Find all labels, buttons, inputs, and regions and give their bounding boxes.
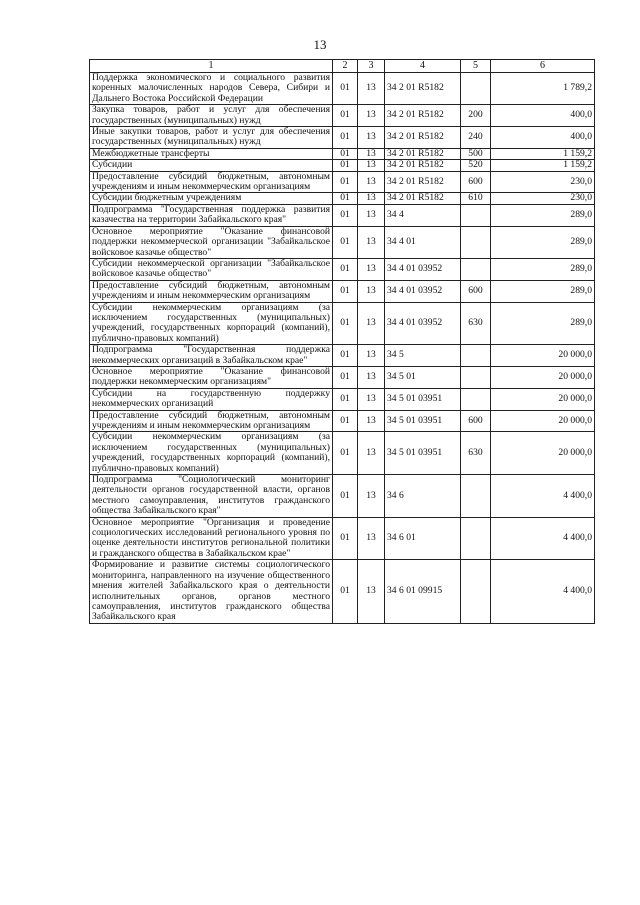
subsection-code-cell: 13 — [358, 475, 385, 518]
subsection-code-cell: 13 — [358, 193, 385, 204]
row-name-cell: Субсидии бюджетным учреждениям — [90, 193, 333, 204]
amount-cell: 400,0 — [491, 127, 595, 149]
section-code-cell: 01 — [333, 410, 358, 432]
target-article-cell: 34 5 01 03951 — [385, 432, 461, 475]
expense-type-cell: 240 — [461, 127, 491, 149]
target-article-cell: 34 4 01 — [385, 226, 461, 258]
amount-cell: 1 159,2 — [491, 148, 595, 159]
amount-cell: 1 789,2 — [491, 73, 595, 105]
row-name-cell: Закупка товаров, работ и услуг для обеспечения государственных (муниципальных) нужд — [90, 105, 333, 127]
section-code-cell: 01 — [333, 345, 358, 367]
target-article-cell: 34 4 01 03952 — [385, 280, 461, 302]
expense-type-cell: 630 — [461, 432, 491, 475]
amount-cell: 289,0 — [491, 226, 595, 258]
subsection-code-cell: 13 — [358, 517, 385, 560]
table-row — [90, 226, 595, 258]
amount-cell: 1 159,2 — [491, 160, 595, 171]
table-header-row — [90, 60, 595, 73]
target-article-cell: 34 5 01 03951 — [385, 410, 461, 432]
subsection-code-cell: 13 — [358, 127, 385, 149]
amount-cell: 20 000,0 — [491, 345, 595, 367]
amount-cell: 20 000,0 — [491, 366, 595, 388]
expense-type-cell: 600 — [461, 171, 491, 193]
expense-type-cell — [461, 226, 491, 258]
amount-cell: 4 400,0 — [491, 475, 595, 518]
row-name-cell: Субсидии на государственную поддержку некоммерческих организаций — [90, 388, 333, 410]
table-row — [90, 432, 595, 475]
column-header: 6 — [491, 60, 595, 73]
target-article-cell: 34 2 01 R5182 — [385, 73, 461, 105]
table-row — [90, 560, 595, 623]
section-code-cell: 01 — [333, 193, 358, 204]
table-row — [90, 105, 595, 127]
column-header: 5 — [461, 60, 491, 73]
target-article-cell: 34 6 01 09915 — [385, 560, 461, 623]
amount-cell: 20 000,0 — [491, 432, 595, 475]
amount-cell: 4 400,0 — [491, 560, 595, 623]
row-name-cell: Основное мероприятие "Оказание финансовой поддержки некоммерческим организациям" — [90, 366, 333, 388]
subsection-code-cell: 13 — [358, 171, 385, 193]
section-code-cell: 01 — [333, 258, 358, 280]
subsection-code-cell: 13 — [358, 160, 385, 171]
target-article-cell: 34 5 01 03951 — [385, 388, 461, 410]
target-article-cell: 34 2 01 R5182 — [385, 160, 461, 171]
expense-type-cell: 200 — [461, 105, 491, 127]
subsection-code-cell: 13 — [358, 148, 385, 159]
section-code-cell: 01 — [333, 226, 358, 258]
target-article-cell: 34 2 01 R5182 — [385, 193, 461, 204]
page-number: 13 — [313, 37, 327, 52]
section-code-cell: 01 — [333, 171, 358, 193]
expense-type-cell — [461, 204, 491, 226]
row-name-cell: Субсидии некоммерческим организациям (за исключением государственных (муниципальных) учреждений, государственных корпораций (компаний), публично-правовых компаний) — [90, 302, 333, 345]
row-name-cell: Межбюджетные трансферты — [90, 148, 333, 159]
expense-type-cell: 520 — [461, 160, 491, 171]
row-name-cell: Предоставление субсидий бюджетным, автономным учреждениям и иным некоммерческим организациям — [90, 410, 333, 432]
section-code-cell: 01 — [333, 127, 358, 149]
expense-type-cell: 610 — [461, 193, 491, 204]
target-article-cell: 34 4 01 03952 — [385, 302, 461, 345]
expense-type-cell — [461, 258, 491, 280]
target-article-cell: 34 6 01 — [385, 517, 461, 560]
section-code-cell: 01 — [333, 302, 358, 345]
row-name-cell: Поддержка экономического и социального развития коренных малочисленных народов Севера, Сибири и Дальнего Востока Российской Федерации — [90, 73, 333, 105]
subsection-code-cell: 13 — [358, 302, 385, 345]
amount-cell: 289,0 — [491, 258, 595, 280]
row-name-cell: Основное мероприятие "Организация и проведение социологических исследований регионального уровня по оценке деятельности институтов региональной политики и гражданского общества в Забайкальском крае" — [90, 517, 333, 560]
expense-type-cell: 600 — [461, 280, 491, 302]
table-row — [90, 160, 595, 171]
row-name-cell: Иные закупки товаров, работ и услуг для обеспечения государственных (муниципальных) нужд — [90, 127, 333, 149]
target-article-cell: 34 5 — [385, 345, 461, 367]
table-row — [90, 517, 595, 560]
amount-cell: 20 000,0 — [491, 410, 595, 432]
target-article-cell: 34 2 01 R5182 — [385, 148, 461, 159]
expense-type-cell — [461, 73, 491, 105]
table-row — [90, 73, 595, 105]
expense-type-cell — [461, 366, 491, 388]
table-row — [90, 127, 595, 149]
section-code-cell: 01 — [333, 148, 358, 159]
table-row — [90, 302, 595, 345]
table-row — [90, 345, 595, 367]
section-code-cell: 01 — [333, 280, 358, 302]
column-header: 1 — [90, 60, 333, 73]
subsection-code-cell: 13 — [358, 226, 385, 258]
column-header: 2 — [333, 60, 358, 73]
column-header: 4 — [385, 60, 461, 73]
table-row — [90, 475, 595, 518]
expense-type-cell — [461, 345, 491, 367]
table-body — [90, 73, 595, 624]
table-row — [90, 148, 595, 159]
subsection-code-cell: 13 — [358, 432, 385, 475]
table-row — [90, 258, 595, 280]
table-row — [90, 366, 595, 388]
row-name-cell: Формирование и развитие системы социологического мониторинга, направленного на изучение общественного мнения жителей Забайкальского края о деятельности исполнительных органов, органов местного самоуправления, институтов гражданского общества Забайкальского края — [90, 560, 333, 623]
table-row — [90, 204, 595, 226]
column-header: 3 — [358, 60, 385, 73]
amount-cell: 230,0 — [491, 193, 595, 204]
table-row — [90, 171, 595, 193]
amount-cell: 20 000,0 — [491, 388, 595, 410]
subsection-code-cell: 13 — [358, 366, 385, 388]
target-article-cell: 34 2 01 R5182 — [385, 127, 461, 149]
expense-type-cell — [461, 475, 491, 518]
expense-type-cell — [461, 517, 491, 560]
target-article-cell: 34 2 01 R5182 — [385, 171, 461, 193]
target-article-cell: 34 6 — [385, 475, 461, 518]
subsection-code-cell: 13 — [358, 410, 385, 432]
subsection-code-cell: 13 — [358, 105, 385, 127]
table-row — [90, 193, 595, 204]
amount-cell: 289,0 — [491, 302, 595, 345]
subsection-code-cell: 13 — [358, 258, 385, 280]
subsection-code-cell: 13 — [358, 280, 385, 302]
row-name-cell: Основное мероприятие "Оказание финансовой поддержки некоммерческой организации "Забайкальское войсковое казачье общество" — [90, 226, 333, 258]
row-name-cell: Субсидии некоммерческой организации "Забайкальское войсковое казачье общество" — [90, 258, 333, 280]
section-code-cell: 01 — [333, 517, 358, 560]
section-code-cell: 01 — [333, 366, 358, 388]
amount-cell: 4 400,0 — [491, 517, 595, 560]
table-row — [90, 280, 595, 302]
row-name-cell: Подпрограмма "Социологический мониторинг деятельности органов государственной власти, органов местного самоуправления, институтов гражданского общества Забайкальского края" — [90, 475, 333, 518]
target-article-cell: 34 4 01 03952 — [385, 258, 461, 280]
expense-type-cell: 500 — [461, 148, 491, 159]
section-code-cell: 01 — [333, 432, 358, 475]
budget-table — [89, 59, 595, 624]
amount-cell: 289,0 — [491, 204, 595, 226]
row-name-cell: Субсидии — [90, 160, 333, 171]
row-name-cell: Подпрограмма "Государственная поддержка развития казачества на территории Забайкальского края" — [90, 204, 333, 226]
section-code-cell: 01 — [333, 388, 358, 410]
subsection-code-cell: 13 — [358, 73, 385, 105]
amount-cell: 400,0 — [491, 105, 595, 127]
amount-cell: 230,0 — [491, 171, 595, 193]
row-name-cell: Субсидии некоммерческим организациям (за исключением государственных (муниципальных) учреждений, государственных корпораций (компаний), публично-правовых компаний) — [90, 432, 333, 475]
section-code-cell: 01 — [333, 560, 358, 623]
target-article-cell: 34 4 — [385, 204, 461, 226]
section-code-cell: 01 — [333, 204, 358, 226]
expense-type-cell: 630 — [461, 302, 491, 345]
section-code-cell: 01 — [333, 105, 358, 127]
row-name-cell: Предоставление субсидий бюджетным, автономным учреждениям и иным некоммерческим организациям — [90, 280, 333, 302]
subsection-code-cell: 13 — [358, 560, 385, 623]
expense-type-cell — [461, 388, 491, 410]
table-row — [90, 388, 595, 410]
section-code-cell: 01 — [333, 160, 358, 171]
subsection-code-cell: 13 — [358, 388, 385, 410]
expense-type-cell — [461, 560, 491, 623]
target-article-cell: 34 5 01 — [385, 366, 461, 388]
section-code-cell: 01 — [333, 73, 358, 105]
row-name-cell: Предоставление субсидий бюджетным, автономным учреждениям и иным некоммерческим организациям — [90, 171, 333, 193]
section-code-cell: 01 — [333, 475, 358, 518]
subsection-code-cell: 13 — [358, 345, 385, 367]
table-row — [90, 410, 595, 432]
subsection-code-cell: 13 — [358, 204, 385, 226]
amount-cell: 289,0 — [491, 280, 595, 302]
expense-type-cell: 600 — [461, 410, 491, 432]
target-article-cell: 34 2 01 R5182 — [385, 105, 461, 127]
row-name-cell: Подпрограмма "Государственная поддержка некоммерческих организаций в Забайкальском крае" — [90, 345, 333, 367]
